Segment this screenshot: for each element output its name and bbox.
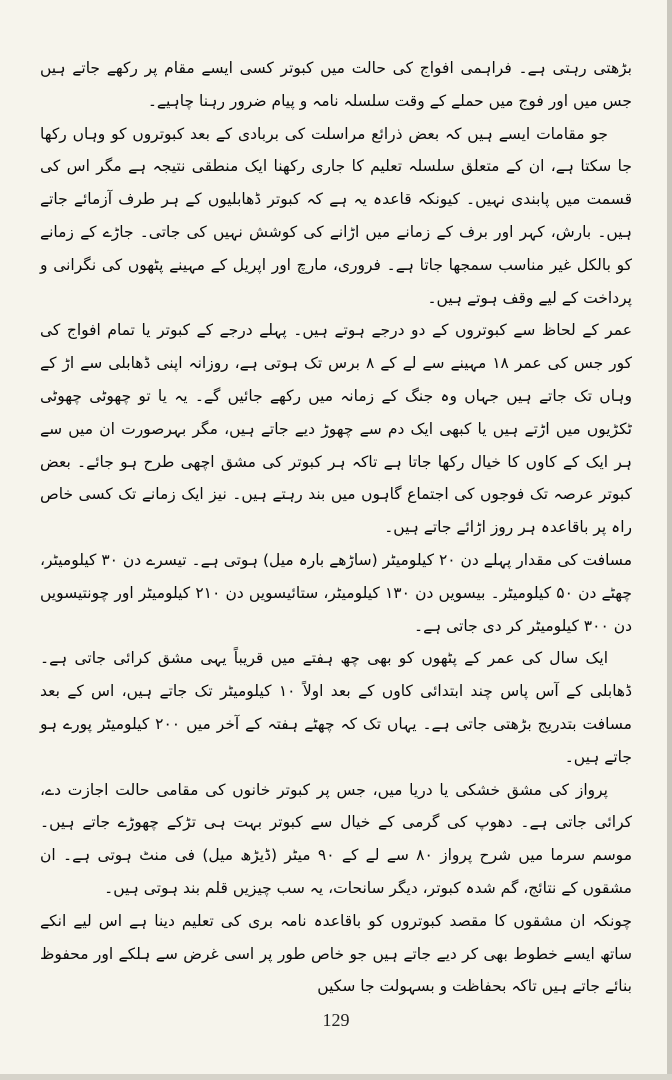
page-number: 129 <box>322 1010 350 1030</box>
page-edge-bottom <box>0 1074 672 1080</box>
paragraph-5: ایک سال کی عمر کے پٹھوں کو بھی چھ ہفتے میں قریباً یہی مشق کرائی جاتی ہے۔ ڈھابلی کے آس پاس چند ابتدائی کاوں کے بعد اولاً ۱۰ کیلومیٹر تک جاتے ہیں، اس کے بعد مسافت بتدریج بڑھتی جاتی ہے۔ یہاں تک کہ چھٹے ہفتہ کے آخر میں ۲۰۰ کیلومیٹر پورے ہو جاتے ہیں۔ <box>40 649 633 766</box>
paragraph-4: مسافت کی مقدار پہلے دن ۲۰ کیلومیٹر (ساڑھے بارہ میل) ہوتی ہے۔ تیسرے دن ۳۰ کیلومیٹر، چھٹے دن ۵۰ کیلومیٹر۔ بیسویں دن ۱۳۰ کیلومیٹر، ستائیسویں دن ۲۱۰ کیلومیٹر اور چونتیسویں دن ۳۰۰ کیلومیٹر کر دی جاتی ہے۔ <box>40 550 633 635</box>
page-text <box>40 52 632 1003</box>
paragraph-3: عمر کے لحاظ سے کبوتروں کے دو درجے ہوتے ہیں۔ پہلے درجے کے کبوتر یا تمام افواج کی کور جس کی عمر ۱۸ مہینے سے لے کے ۸ برس تک ہوتی ہے، روزانہ اپنی ڈھابلی سے اڑ کے وہاں تک جاتے ہیں جہاں وہ جنگ کے زمانہ میں رکھے جائیں گے۔ یہ یا تو چھوٹی چھوٹی ٹکڑیوں میں اڑتے ہیں یا کبھی ایک دم سے چھوڑ دیے جاتے ہیں، مگر بہرصورت ان میں سے ہر ایک کے کاوں کا خیال رکھا جاتا ہے تاکہ ہر کبوتر کی مشق اچھی طرح ہو جائے۔ بعض کبوتر عرصہ تک فوجوں کی اجتماع گاہوں میں بند رہتے ہیں۔ نیز ایک زمانے تک کسی خاص راہ پر باقاعدہ ہر روز اڑائے جاتے ہیں۔ <box>40 321 633 537</box>
paragraph-6: پرواز کی مشق خشکی یا دریا میں، جس پر کبوتر خانوں کی مقامی حالت اجازت دے، کرائی جاتی ہے۔ دھوپ کی گرمی کے خیال سے کبوتر بہت ہی تڑکے چھوڑے جاتے ہیں۔ موسم سرما میں شرح پرواز ۸۰ سے لے کے ۹۰ میٹر (ڈیڑھ میل) فی منٹ ہوتی ہے۔ ان مشقوں کے نتائج، گم شدہ کبوتر، دیگر سانحات، یہ سب چیزیں قلم بند ہوتی ہیں۔ <box>40 780 632 897</box>
page-edge-right <box>667 0 672 1080</box>
paragraph-1: بڑھتی رہتی ہے۔ فراہمی افواج کی حالت میں کبوتر کسی ایسے مقام پر رکھے جاتے ہیں جس میں اور فوج میں حملے کے وقت سلسلہ نامہ و پیام ضرور رہنا چاہیے۔ <box>40 59 632 110</box>
paragraph-7: چونکہ ان مشقوں کا مقصد کبوتروں کو باقاعدہ نامہ بری کی تعلیم دینا ہے اس لیے انکے ساتھ ایسے خطوط بھی کر دیے جاتے ہیں جو خاص طور پر اسی غرض سے ہلکے اور محفوظ بنائے جاتے ہیں تاکہ بحفاظت و بسہولت جا سکیں <box>40 911 632 996</box>
paragraph-2: جو مقامات ایسے ہیں کہ بعض ذرائع مراسلت کی بربادی کے بعد کبوتروں کو وہاں رکھا جا سکتا ہے، ان کے متعلق سلسلہ تعلیم کا جاری رکھنا ایک منطقی نتیجہ ہے مگر اس کی قسمت میں پابندی نہیں۔ کیونکہ قاعدہ یہ ہے کہ کبوتر ڈھابلیوں کے ہر طرف آزمائے جاتے ہیں۔ بارش، کہر اور برف کے زمانے میں اڑانے کی کوشش نہیں کی جاتی۔ جاڑے کے زمانے کو بالکل غیر مناسب سمجھا جاتا ہے۔ فروری، مارچ اور اپریل کے مہینے پٹھوں کی نگرانی و پرداخت کے لیے وقف ہوتے ہیں۔ <box>40 124 632 307</box>
